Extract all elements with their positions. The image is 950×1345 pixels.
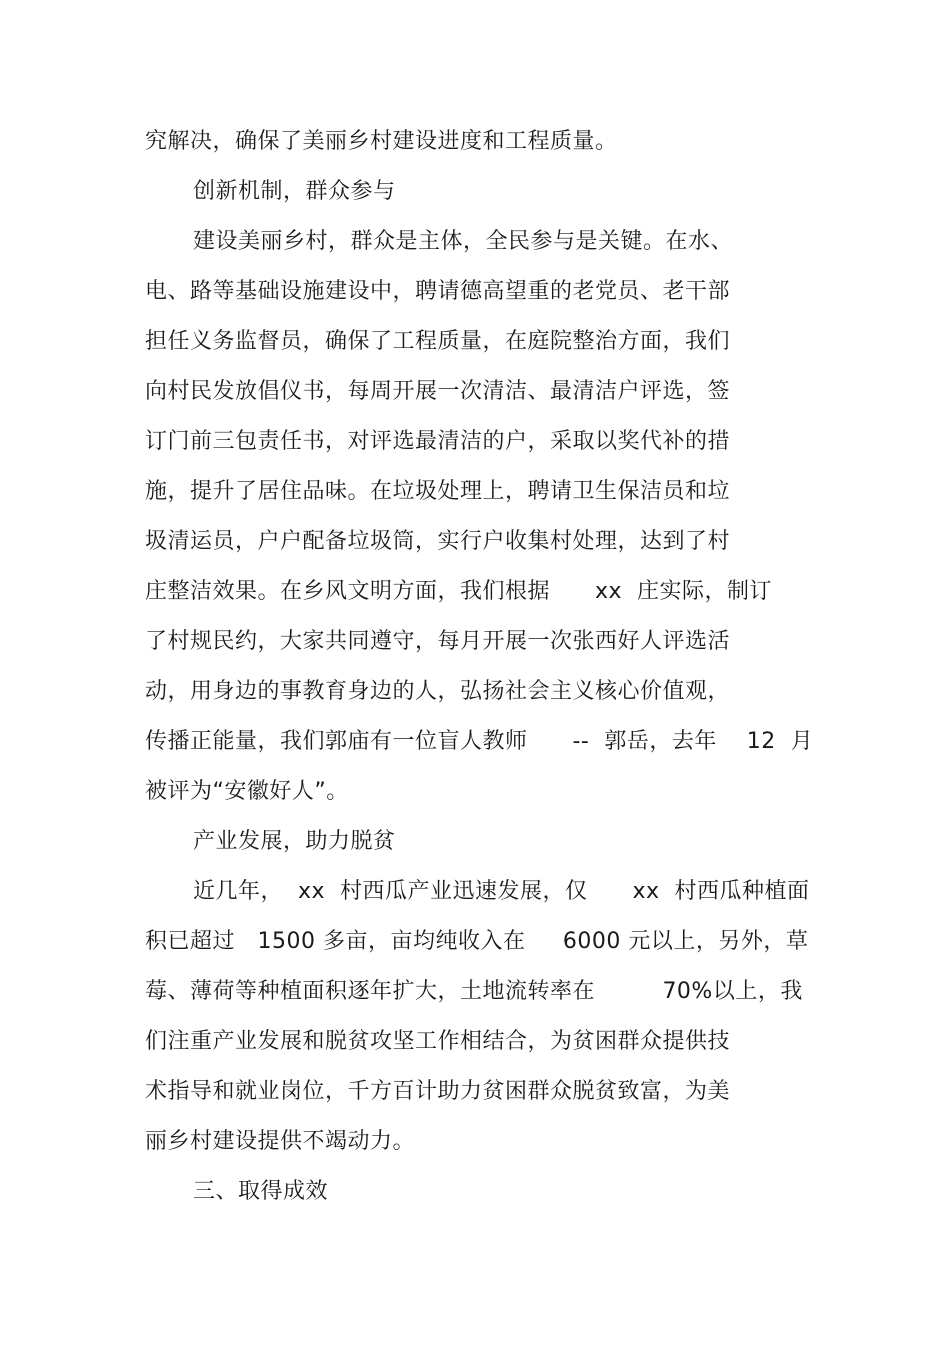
body-text-line: 被评为“安徽好人”。	[145, 779, 349, 804]
body-text-line: 莓、薄荷等种植面积逐年扩大，土地流转率在 70%以上，我	[145, 979, 803, 1004]
body-text-line: 积已超过 1500 多亩，亩均纯收入在 6000 元以上，另外，草	[145, 929, 809, 954]
body-text-line: 术指导和就业岗位，千方百计助力贫困群众脱贫致富，为美	[145, 1079, 731, 1104]
body-text-line: 圾清运员，户户配备垃圾筒，实行户收集村处理，达到了村	[145, 529, 731, 554]
body-text-line: 向村民发放倡仪书，每周开展一次清洁、最清洁户评选，签	[145, 379, 731, 404]
body-text-line: 施，提升了居住品味。在垃圾处理上，聘请卫生保洁员和垃	[145, 479, 731, 504]
body-text-line: 究解决，确保了美丽乡村建设进度和工程质量。	[145, 129, 618, 154]
section-heading-industry: 产业发展，助力脱贫	[193, 829, 396, 854]
body-text-line: 动，用身边的事教育身边的人，弘扬社会主义核心价值观，	[145, 679, 731, 704]
body-text-line: 们注重产业发展和脱贫攻坚工作相结合，为贫困群众提供技	[145, 1029, 731, 1054]
body-text-line: 订门前三包责任书，对评选最清洁的户，采取以奖代补的措	[145, 429, 731, 454]
section-heading-innovation: 创新机制，群众参与	[193, 179, 396, 204]
body-text-line: 了村规民约，大家共同遵守，每月开展一次张西好人评选活	[145, 629, 731, 654]
section-heading-results: 三、取得成效	[193, 1179, 329, 1204]
paragraph-first-line: 建设美丽乡村，群众是主体，全民参与是关键。在水、	[193, 229, 734, 254]
body-text-line: 担任义务监督员，确保了工程质量，在庭院整治方面，我们	[145, 329, 731, 354]
body-text-line: 丽乡村建设提供不竭动力。	[145, 1129, 416, 1154]
body-text-line: 传播正能量，我们郭庙有一位盲人教师 -- 郭岳，去年 12 月	[145, 729, 814, 754]
body-text-line: 庄整洁效果。在乡风文明方面，我们根据 xx 庄实际，制订	[145, 579, 772, 604]
paragraph-first-line: 近几年， xx 村西瓜产业迅速发展，仅 xx 村西瓜种植面	[193, 879, 810, 904]
body-text-line: 电、路等基础设施建设中，聘请德高望重的老党员、老干部	[145, 279, 731, 304]
